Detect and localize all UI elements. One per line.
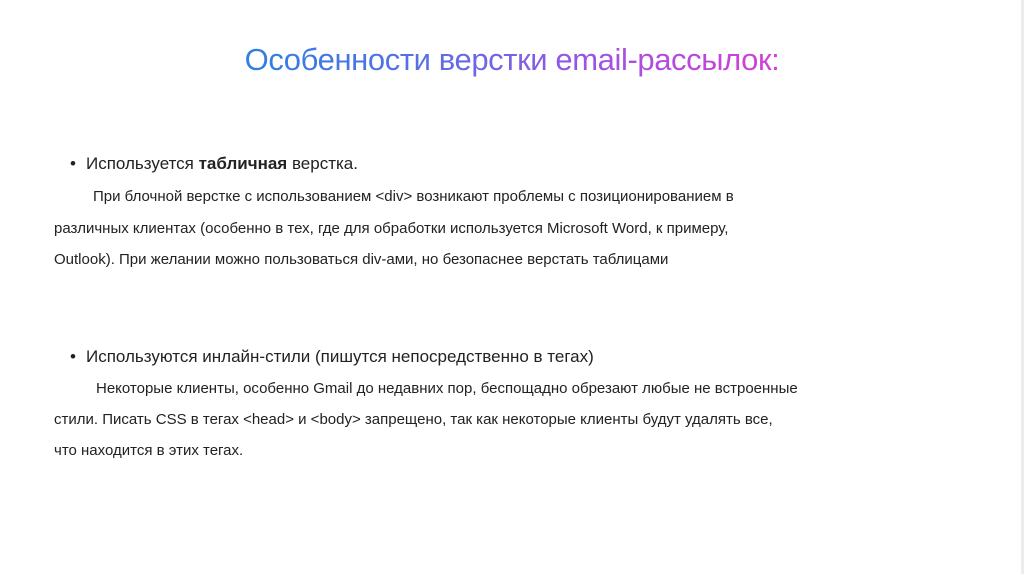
bullet-item-inline-styles [70,346,594,368]
paragraph-line: различных клиентах (особенно в тех, где для обработки используется Microsoft Word, к примеру, [54,220,729,237]
bullet-dot: • [70,154,76,173]
paragraph-line: что находится в этих тегах. [54,442,244,459]
bullet-text-prefix: Используется [86,154,199,173]
bullet-dot: • [70,347,76,366]
bullet-text-bold: табличная [198,154,288,173]
paragraph-line: При блочной верстке с использованием <div> возникают проблемы с позиционированием в [93,188,734,205]
paragraph-line: Outlook). При желании можно пользоваться div-ами, но безопаснее верстать таблицами [54,251,669,268]
bullet-text-suffix: верстка. [287,154,358,173]
paragraph-line: Некоторые клиенты, особенно Gmail до недавних пор, беспощадно обрезают любые не встроенные [96,380,798,397]
slide-title: Особенности верстки email-рассылок: [244,42,780,77]
bullet-text: Используются инлайн-стили (пишутся непосредственно в тегах) [86,347,594,366]
bullet-item-table-layout [70,153,358,175]
paragraph-line: стили. Писать CSS в тегах <head> и <body> запрещено, так как некоторые клиенты будут удалять все, [54,411,773,428]
slide-title-container [0,40,1024,80]
